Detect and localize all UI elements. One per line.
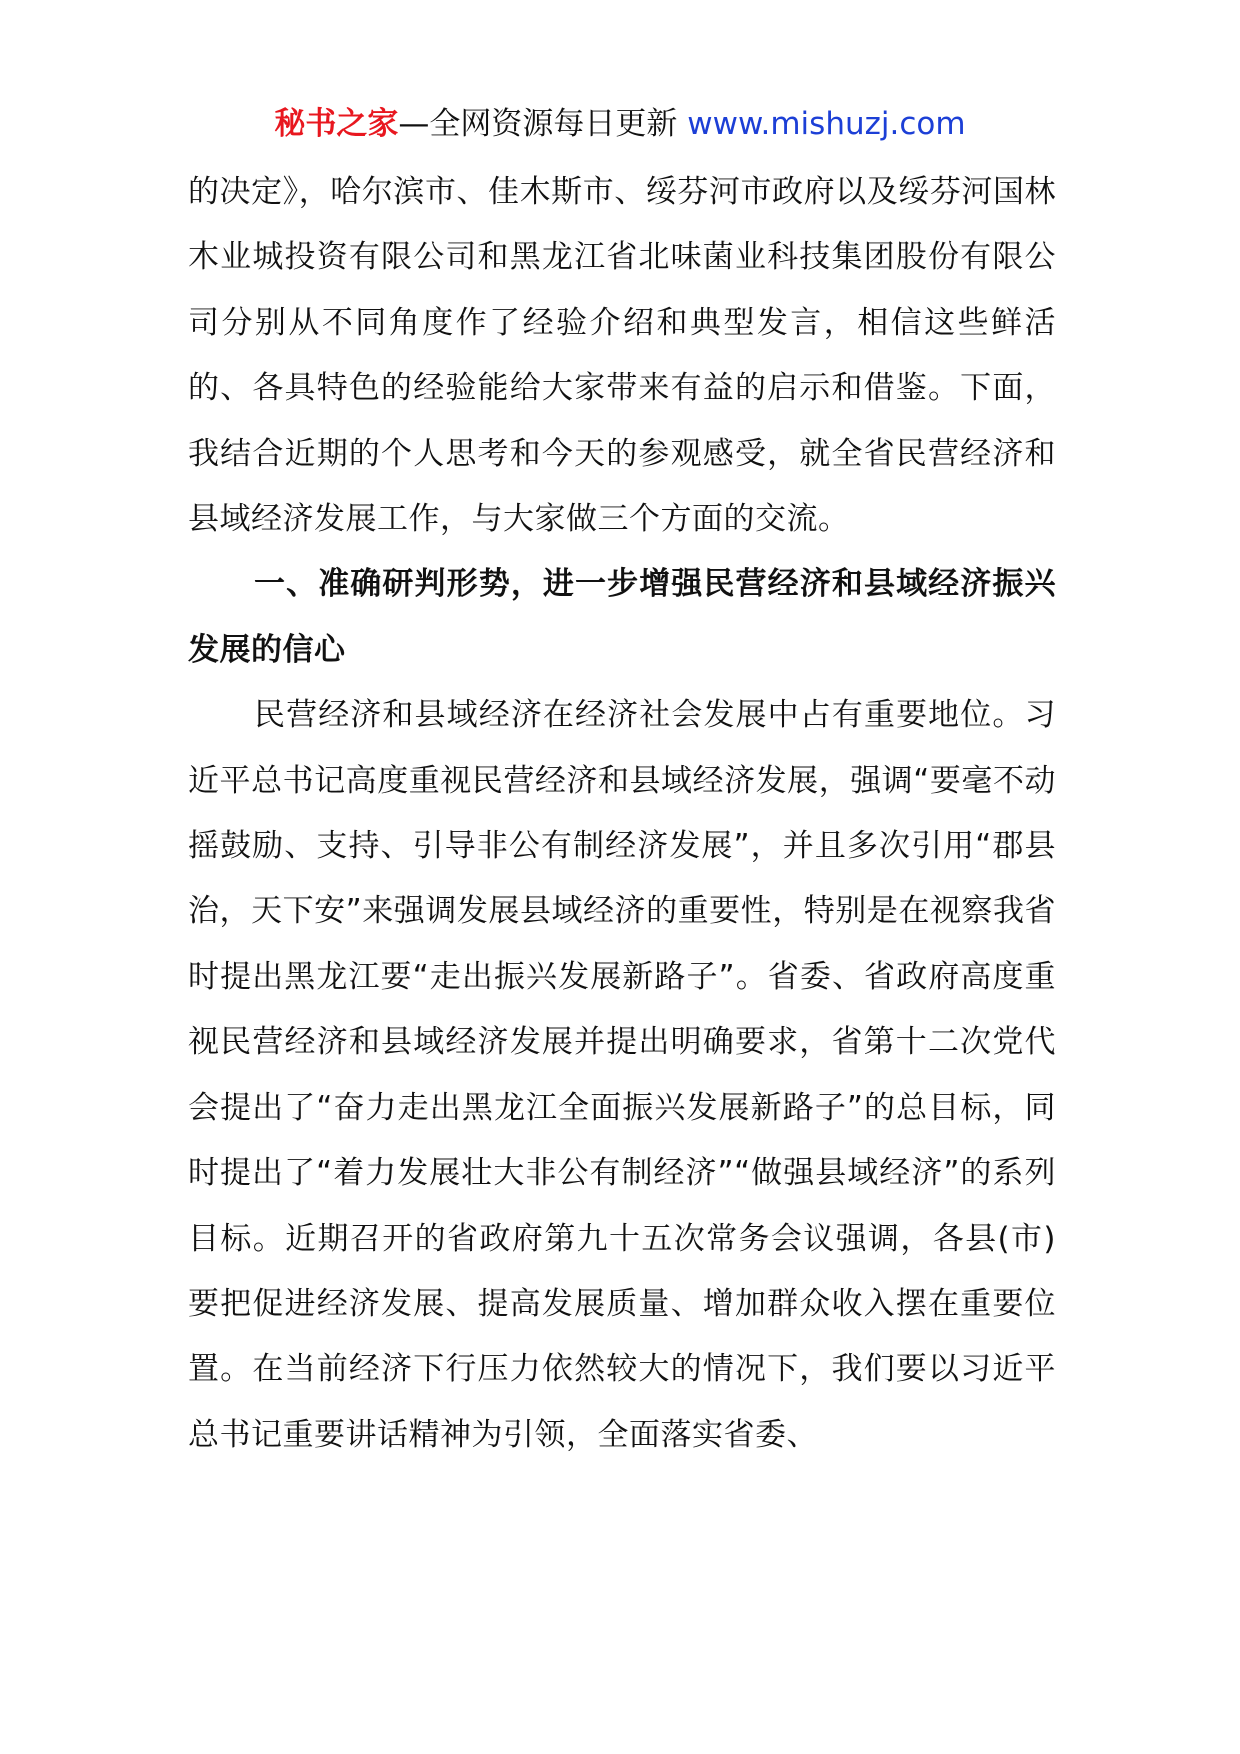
site-url-link[interactable]: www.mishuzj.com <box>687 106 966 142</box>
site-brand: 秘书之家 <box>274 106 399 142</box>
section-heading: 一、准确研判形势，进一步增强民营经济和县域经济振兴发展的信心 <box>188 566 1056 668</box>
site-header <box>0 104 1240 144</box>
document-body <box>188 160 1056 1468</box>
paragraph-continuation: 的决定》，哈尔滨市、佳木斯市、绥芬河市政府以及绥芬河国林木业城投资有限公司和黑龙江省北味菌业科技集团股份有限公司分别从不同角度作了经验介绍和典型发言，相信这些鲜活的、各具特色的经验能给大家带来有益的启示和借鉴。下面，我结合近期的个人思考和今天的参观感受，就全省民营经济和县域经济发展工作，与大家做三个方面的交流。 <box>188 174 1056 538</box>
site-tagline: —全网资源每日更新 <box>398 106 688 142</box>
paragraph-body: 民营经济和县域经济在经济社会发展中占有重要地位。习近平总书记高度重视民营经济和县域经济发展，强调“要毫不动摇鼓励、支持、引导非公有制经济发展”，并且多次引用“郡县治，天下安”来强调发展县域经济的重要性，特别是在视察我省时提出黑龙江要“走出振兴发展新路子”。省委、省政府高度重视民营经济和县域经济发展并提出明确要求，省第十二次党代会提出了“奋力走出黑龙江全面振兴发展新路子”的总目标，同时提出了“着力发展壮大非公有制经济”“做强县域经济”的系列目标。近期召开的省政府第九十五次常务会议强调，各县(市)要把促进经济发展、提高发展质量、增加群众收入摆在重要位置。在当前经济下行压力依然较大的情况下，我们要以习近平总书记重要讲话精神为引领，全面落实省委、 <box>188 697 1056 1453</box>
